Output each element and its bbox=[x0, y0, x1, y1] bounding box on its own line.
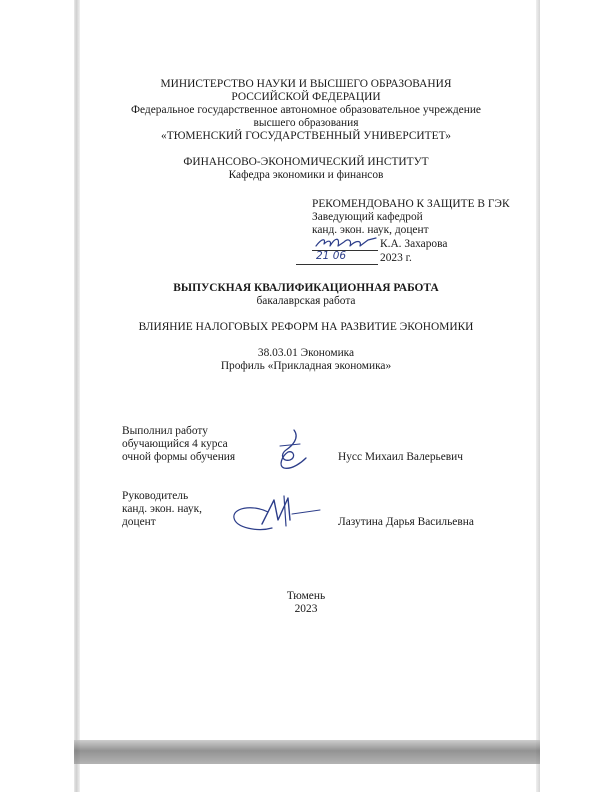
university-name: «ТЮМЕНСКИЙ ГОСУДАРСТВЕННЫЙ УНИВЕРСИТЕТ» bbox=[161, 130, 451, 142]
scan-bottom-shadow bbox=[74, 740, 540, 764]
supervisor-label-1: Руководитель bbox=[122, 490, 189, 502]
supervisor-signature bbox=[228, 490, 324, 534]
institution-line-1: Федеральное государственное автономное образовательное учреждение bbox=[131, 104, 481, 116]
footer-city: Тюмень bbox=[286, 590, 326, 602]
specialty-profile: Профиль «Прикладная экономика» bbox=[220, 360, 392, 372]
approval-year: 2023 г. bbox=[380, 252, 412, 264]
head-name: К.А. Захарова bbox=[380, 238, 448, 250]
student-label-2: обучающийся 4 курса bbox=[122, 438, 228, 450]
institution-line-2: высшего образования bbox=[253, 117, 359, 129]
student-label-1: Выполнил работу bbox=[122, 425, 208, 437]
approval-title: РЕКОМЕНДОВАНО К ЗАЩИТЕ В ГЭК bbox=[312, 198, 510, 210]
approval-position: Заведующий кафедрой bbox=[312, 211, 423, 223]
supervisor-label-3: доцент bbox=[122, 516, 156, 528]
student-name: Нусс Михаил Валерьевич bbox=[338, 451, 463, 463]
supervisor-name: Лазутина Дарья Васильевна bbox=[338, 516, 474, 528]
approval-date-handwritten: 21 06 bbox=[316, 250, 347, 262]
footer-year: 2023 bbox=[294, 603, 318, 615]
department-name: Кафедра экономики и финансов bbox=[228, 169, 384, 181]
institute-name: ФИНАНСОВО-ЭКОНОМИЧЕСКИЙ ИНСТИТУТ bbox=[183, 156, 429, 168]
ministry-line-1: МИНИСТЕРСТВО НАУКИ И ВЫСШЕГО ОБРАЗОВАНИЯ bbox=[160, 78, 452, 90]
work-subtype: бакалаврская работа bbox=[256, 295, 356, 307]
specialty-code: 38.03.01 Экономика bbox=[257, 347, 355, 359]
supervisor-label-2: канд. экон. наук, bbox=[122, 503, 202, 515]
approval-degree: канд. экон. наук, доцент bbox=[312, 224, 429, 236]
work-type: ВЫПУСКНАЯ КВАЛИФИКАЦИОННАЯ РАБОТА bbox=[173, 282, 439, 294]
work-topic: ВЛИЯНИЕ НАЛОГОВЫХ РЕФОРМ НА РАЗВИТИЕ ЭКОНОМИКИ bbox=[138, 321, 474, 333]
student-label-3: очной формы обучения bbox=[122, 451, 236, 463]
student-signature bbox=[270, 428, 310, 472]
ministry-line-2: РОССИЙСКОЙ ФЕДЕРАЦИИ bbox=[231, 91, 381, 103]
approval-date-underline bbox=[296, 264, 378, 265]
